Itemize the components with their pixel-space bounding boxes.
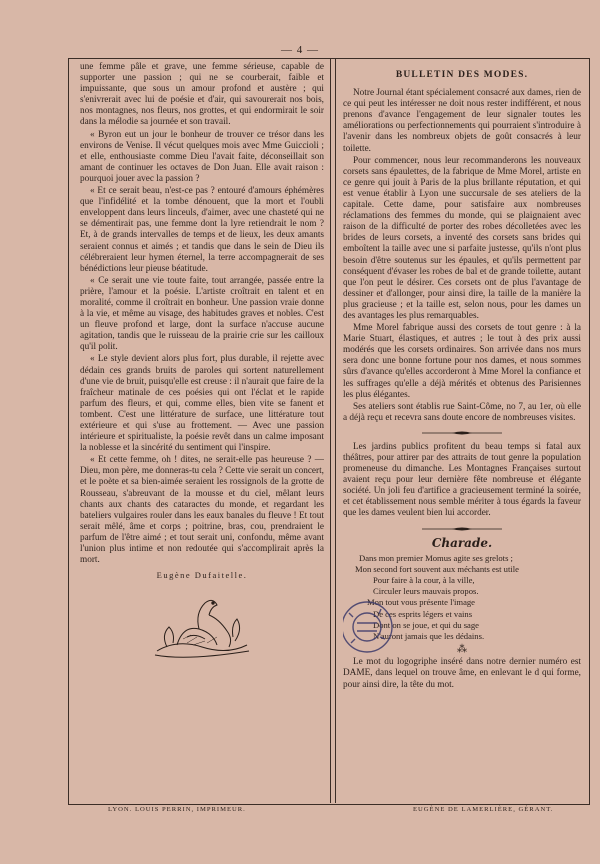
swan-vignette-icon — [147, 589, 257, 661]
right-paragraph-1: Notre Journal étant spécialement consacré aux dames, rien de ce qui peut les intéresser ne doit nous rester indifférent, et nous prenons d'avance l'engagement de leur signaler toutes les améliorations ou perfectionnements qui pourraient s'introduire à l'avenir dans les nombreux objets de goût consacrés à leur toilette. — [343, 88, 581, 154]
left-paragraph-4: « Ce serait une vie toute faite, tout arrangée, passée entre la prière, l'amour et la poésie. L'artiste croîtrait en talent et en moralité, comme il croîtrait en bonheur. Une passion vraie donne à la vie, et même au visage, des habitudes graves et nobles. C'est un fleuve profond et large, dont la surface n'accuse aucune agitation, tandis que le ruisseau de la prairie crie sur les cailloux qu'il polit. — [80, 275, 324, 353]
poem-line: Pour faire à la cour, à la ville, — [373, 575, 475, 586]
library-stamp-icon — [343, 599, 395, 655]
logogriphe-paragraph: Le mot du logogriphe inséré dans notre dernier numéro est DAME, dans lequel on trouve âme, en enlevant le d qui forme, pour ainsi dire, la tête du mot. — [343, 657, 581, 690]
asterism-mark: ⁂ — [457, 644, 467, 656]
ornament-separator-icon — [422, 526, 502, 532]
poem-line: Mon second fort souvent aux méchants est utile — [355, 563, 519, 574]
manager-footer: EUGÈNE DE LAMERLIÈRE, GÉRANT. — [413, 806, 554, 813]
author-signature: Eugène Dufaitelle. — [156, 570, 248, 581]
right-paragraph-3: Mme Morel fabrique aussi des corsets de tout genre : à la Marie Stuart, élastiques, et autres ; le tout à des prix aussi modérés que les corsets ordinaires. Son arrivée dans nos murs sera donc une bonne fortune pour nos dames, et nous sommes sûrs d'avance qu'elles accorderont à Mme Morel la confiance et les suffrages qu'elle a déjà mérités et obtenus des Parisiennes les plus élégantes. — [343, 323, 581, 400]
poem-line: N'auront jamais que les dédains. — [373, 631, 485, 642]
column-divider — [330, 58, 336, 803]
poem-line: De ces esprits légers et vains — [373, 608, 473, 619]
poem-line: Circuler leurs mauvais propos. — [373, 586, 479, 597]
right-paragraph-2: Pour commencer, nous leur recommanderons les nouveaux corsets sans épaulettes, de la fabrique de Mme Morel, artiste en ce genre qui jouit à Paris de la plus brillante réputation, et qui est venue établir à Lyon une succursale de ses ateliers de la capitale. Cette dame, pour satisfaire aux nombreuses réclamations des femmes du monde, qui se plaignaient avec raison de la difficulté de porter des robes décolletées avec les brides de leurs corsets, a inventé des corsets sans brides qui emboîtent la taille avec une si parfaite justesse, qu'ils n'ont plus besoin d'être soutenus sur les épaules, et qu'ils permettent par conséquent d'évaser les robes de bal et de grande toilette, autant que l'on peut le désirer. Ces corsets ont de plus l'avantage de dessiner et d'allonger, pour ainsi dire, la taille de la manière la plus gracieuse ; et la taille est, selon nous, pour les dames un des avantages les plus remarquables. — [343, 155, 581, 321]
ornament-separator-icon — [422, 430, 502, 436]
charade-title: Charade. — [431, 535, 493, 550]
poem-line: Mon tout vous présente l'image — [367, 597, 475, 608]
poem-line: Dont on se joue, et qui du sage — [373, 619, 479, 630]
left-paragraph-6: « Et cette femme, oh ! dites, ne serait-elle pas heureuse ? — Dieu, mon père, me donneras-tu cela ? Cette vie serait un concert, et le poète et sa bien-aimée seraient les rossignols de la grotte de Rousseau, s'abreuvant de la mousse et du ciel, mêlant leurs chants aux chants des cataractes du monde, et regardant les bateliers vulgaires rouler dans les eaux banales du fleuve ! Et tout serait mêlé, âme et corps ; poitrine, bras, cou, prendraient le parfum de l'être aimé ; et tout serait uni, confondu, même avant l'union plus intime et non redoutée qui s'accomplirait après la mort. — [80, 455, 324, 566]
left-column — [80, 62, 324, 800]
poem-line: Dans mon premier Momus agite ses grelots ; — [359, 552, 513, 563]
left-paragraph-3: « Et ce serait beau, n'est-ce pas ? entouré d'amours éphémères que l'infidélité et la tombe dénouent, que la mort et l'oubli enveloppent dans leurs linceuls, d'aimer, avec une chasteté qui ne se démentirait pas, une femme dont la lyre retiendrait le nom ? Et, à de grands intervalles de temps et de lieux, les deux amants seraient connus et aimés ; et tandis que dans le sein de Dieu ils célébreraient leur hymen éternel, la terre accompagnerait de ses bénédictions leur pieuse béatitude. — [80, 186, 324, 274]
right-column — [343, 62, 581, 800]
bulletin-title: BULLETIN DES MODES. — [395, 70, 529, 80]
printer-footer: LYON. LOUIS PERRIN, IMPRIMEUR. — [108, 806, 246, 813]
left-paragraph-2: « Byron eut un jour le bonheur de trouver ce trésor dans les environs de Venise. Il vécut quelques mois avec Mme Guiccioli ; et elle, enthousiaste comme Dieu l'avait faite, déconseillait son amant de continuer les octaves de Don Juan. Elle avait raison : pourquoi jouer avec la passion ? — [80, 129, 324, 184]
left-paragraph-1: une femme pâle et grave, une femme sérieuse, capable de supporter une passion ; qui ne se courberait, faible et impuissante, que sous un amour profond et austère ; qui s'enivrerait avec lui de poésie et d'air, qui savourerait nos bois, nos montagnes, nos fleurs, nos grottes, et qui endormirait le soir dans la mélodie sa journée et son travail. — [80, 62, 324, 128]
jardins-paragraph: Les jardins publics profitent du beau temps si fatal aux théâtres, pour attirer par des attraits de tout genre la population promeneuse du dimanche. Les Montagnes Françaises surtout avaient reçu pour leur dernière fête nombreuse et élégante société. Un joli feu d'artifice a gracieusement terminé la soirée, et cet établissement nous semble mériter à tous égards la faveur que les dames veulent bien lui accorder. — [343, 441, 581, 519]
charade-poem — [353, 553, 581, 643]
page-number: — 4 — — [281, 44, 319, 56]
right-paragraph-4: Ses ateliers sont établis rue Saint-Côme, no 7, au 1er, où elle a déjà reçu et recevra sans doute encore de nombreuses visites. — [343, 401, 581, 423]
left-paragraph-5: « Le style devient alors plus fort, plus durable, il rejette avec dédain ces grands bruits de paroles qui sortent naturellement d'une vie de bruit, puisqu'elle est creuse : il n'aurait que faire de la fraîcheur matinale de ces poésies qui ont l'éclat et le rapide parfum des fleurs, et qui, comme elles, bien vite se fanent et tombent. C'est une littérature de surface, une littérature tout extérieure et qui s'use au frottement. — Avec une passion intérieure et spiritualiste, la poésie revêt dans un calme imposant la noblesse et la sincérité du sentiment qui l'inspire. — [80, 354, 324, 454]
